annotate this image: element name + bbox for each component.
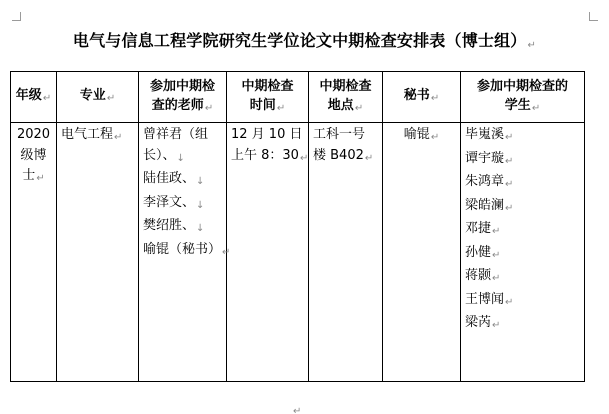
- place-cell: [309, 123, 383, 382]
- paragraph-mark: ↵: [276, 102, 286, 114]
- paragraph-mark: ↵: [492, 320, 501, 331]
- grade-cell: [11, 123, 57, 382]
- time-line: 12 月 10 日: [231, 127, 303, 142]
- major-header: [57, 72, 139, 123]
- header-label-line: 秘书↵: [403, 88, 440, 104]
- grade-header: [11, 72, 57, 123]
- paragraph-mark: ↵: [505, 202, 514, 214]
- students-cell: [461, 123, 585, 382]
- grade-line: 2020: [16, 127, 51, 142]
- table-row: [11, 123, 585, 382]
- student-name: 孙健↵: [465, 244, 501, 261]
- paragraph-mark: ↵: [222, 246, 231, 258]
- secretary-header: [383, 72, 461, 123]
- document-title: 电气与信息工程学院研究生学位论文中期检查安排表（博士组）↵: [72, 31, 537, 51]
- student-name: 邓捷↵: [465, 221, 501, 237]
- teacher-line: 长）、↓: [143, 147, 185, 164]
- paragraph-mark: ↵: [114, 132, 123, 143]
- table-header-row: [11, 72, 585, 123]
- paragraph-mark: ↵: [430, 132, 440, 143]
- paragraph-mark: ↵: [354, 102, 364, 114]
- header-label-line: 学生↵: [504, 97, 541, 114]
- student-name: 蒋颢↵: [465, 268, 501, 284]
- paragraph-mark: ↵: [430, 93, 440, 104]
- student-name: 王博闻↵: [465, 291, 514, 308]
- margin-corner-mark: [589, 12, 598, 21]
- end-paragraph-mark: ↵: [293, 406, 302, 414]
- header-label-line: 地点↵: [327, 97, 364, 114]
- paragraph-mark: ↵: [492, 249, 501, 261]
- paragraph-mark: ↵: [505, 155, 514, 167]
- teacher-line: 李泽文、↓: [143, 194, 205, 211]
- paragraph-mark: ↵: [492, 273, 501, 284]
- paragraph-mark: ↵: [364, 152, 374, 164]
- teacher-line: 樊绍胜、↓: [143, 218, 205, 234]
- paragraph-mark: ↵: [106, 93, 116, 104]
- header-label-line: 时间↵: [249, 97, 286, 114]
- header-label-line: 中期检查: [319, 78, 372, 94]
- line-break-mark: ↓: [176, 152, 185, 164]
- time-line: 上午 8：30↵: [231, 147, 309, 164]
- line-break-mark: ↓: [196, 199, 205, 211]
- place-header: [309, 72, 383, 123]
- schedule-table: [10, 71, 585, 382]
- student-name: 谭宇璇↵: [465, 150, 514, 167]
- paragraph-mark: ↵: [505, 132, 514, 143]
- student-name: 梁皓澜↵: [465, 197, 514, 214]
- header-label-line: 年级↵: [15, 88, 52, 104]
- major-text: 电气工程: [61, 127, 114, 142]
- paragraph-mark: ↵: [204, 102, 214, 114]
- header-label-line: 专业↵: [79, 88, 116, 104]
- teacher-line: 曾祥君（组: [143, 127, 209, 142]
- place-line: 工科一号: [313, 127, 366, 142]
- line-break-mark: ↓: [196, 223, 205, 234]
- place-line: 楼 B402↵: [313, 147, 374, 164]
- margin-corner-mark: [12, 12, 21, 21]
- teacher-line: 喻锟（秘书）↵: [143, 241, 231, 258]
- teachers-cell: [139, 123, 231, 382]
- paragraph-mark: ↵: [527, 40, 537, 51]
- paragraph-mark: ↵: [505, 179, 514, 190]
- grade-line: 士↵: [22, 168, 45, 184]
- student-name: 毕嵬溪↵: [465, 127, 514, 143]
- secretary-cell: [383, 123, 461, 382]
- student-name: 朱鸿章↵: [465, 174, 514, 190]
- teacher-line: 陆佳政、↓: [143, 171, 205, 187]
- paragraph-mark: ↵: [492, 226, 501, 237]
- paragraph-mark: ↵: [36, 173, 45, 184]
- paragraph-mark: ↵: [42, 93, 52, 104]
- header-label-line: 中期检查: [241, 78, 294, 94]
- header-label-line: 查的老师↵: [151, 97, 214, 114]
- paragraph-mark: ↵: [299, 152, 309, 164]
- time-header: [227, 72, 309, 123]
- line-break-mark: ↓: [196, 176, 205, 187]
- students-header: [461, 72, 585, 123]
- major-cell: [57, 123, 139, 382]
- paragraph-mark: ↵: [531, 102, 541, 114]
- secretary-text: 喻锟: [403, 127, 430, 142]
- student-name: 梁芮↵: [465, 315, 501, 331]
- paragraph-mark: ↵: [505, 296, 514, 308]
- time-cell: [227, 123, 309, 382]
- grade-line: 级博: [20, 147, 47, 163]
- header-label-line: 参加中期检: [149, 78, 215, 94]
- header-label-line: 参加中期检查的: [476, 78, 568, 94]
- teachers-header: [139, 72, 227, 123]
